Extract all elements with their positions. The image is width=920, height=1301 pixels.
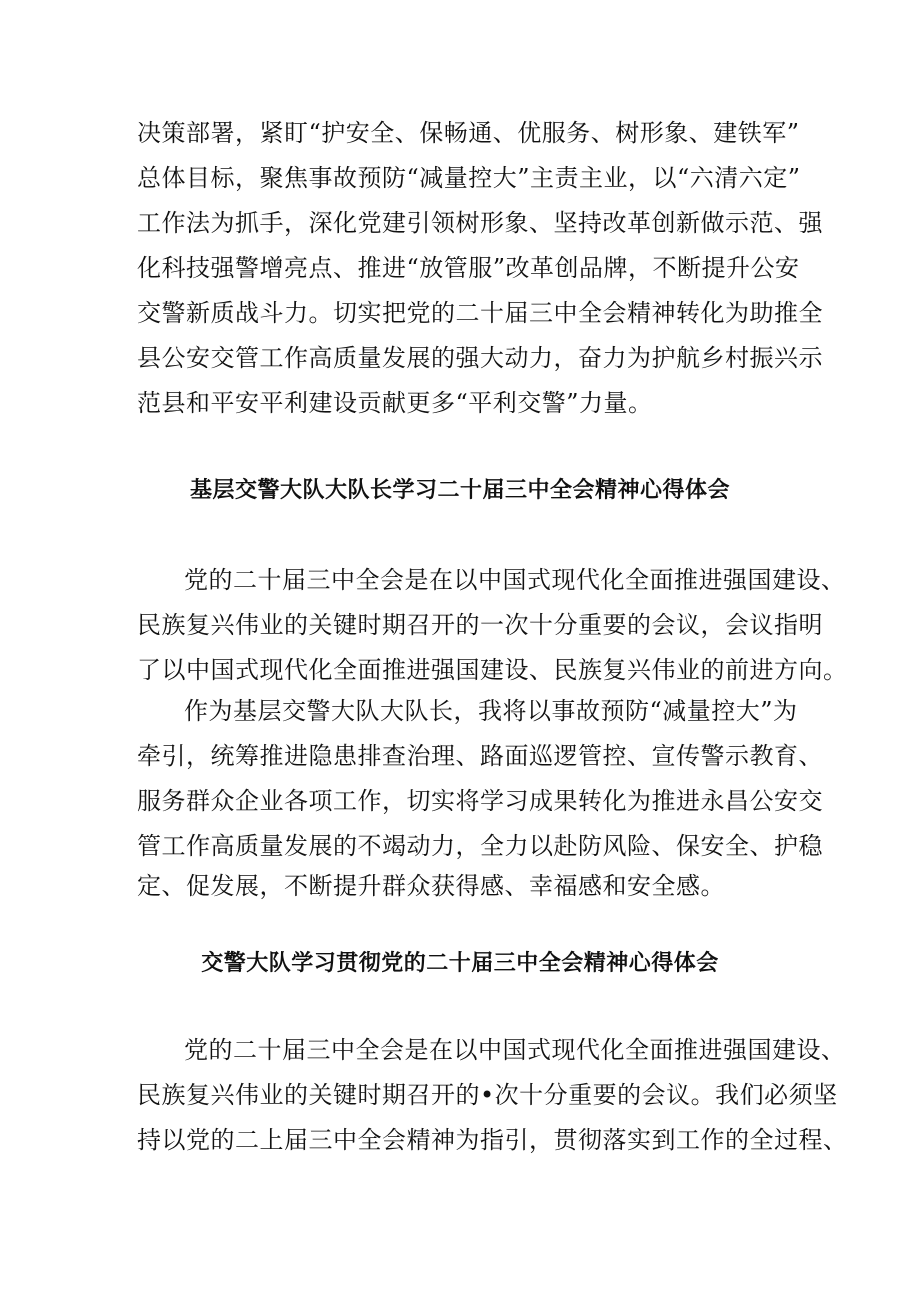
text-line: 党的二十届三中全会是在以中国式现代化全面推进强国建设、 [184, 566, 846, 594]
section-heading: 基层交警大队大队长学习二十届三中全会精神心得体会 [189, 478, 730, 503]
text-line: 工作法为抓手，深化党建引领树形象、坚持改革创新做示范、强 [137, 209, 823, 237]
text-line: 服务群众企业各项工作，切实将学习成果转化为推进永昌公安交 [137, 787, 823, 815]
text-line: 县公安交管工作高质量发展的强大动力，奋力为护航乡村振兴示 [137, 344, 823, 372]
section-heading: 交警大队学习贯彻党的二十届三中全会精神心得体会 [201, 951, 719, 976]
text-line: 民族复兴伟业的关键时期召开的一次十分重要的会议，会议指明 [137, 611, 823, 639]
text-line: 定、促发展，不断提升群众获得感、幸福感和安全感。 [137, 872, 725, 900]
text-line: 交警新质战斗力。切实把党的二十届三中全会精神转化为助推全 [137, 299, 823, 327]
text-line: 范县和平安平利建设贡献更多“平利交警”力量。 [137, 389, 653, 417]
text-line: 牵引，统筹推进隐患排查治理、路面巡逻管控、宣传警示教育、 [137, 742, 823, 770]
text-line: 党的二十届三中全会是在以中国式现代化全面推进强国建设、 [184, 1036, 846, 1064]
text-line: 决策部署，紧盯“护安全、保畅通、优服务、树形象、建铁军” [137, 119, 800, 147]
text-line: 化科技强警增亮点、推进“放管服”改革创品牌，不断提升公安 [137, 254, 800, 282]
text-line: 管工作高质量发展的不竭动力，全力以赴防风险、保安全、护稳 [137, 832, 823, 860]
text-line: 民族复兴伟业的关键时期召开的•次十分重要的会议。我们必须坚 [137, 1081, 838, 1109]
text-line: 总体目标，聚焦事故预防“减量控大”主责主业，以“六清六定” [137, 164, 801, 192]
text-line: 了以中国式现代化全面推进强国建设、民族复兴伟业的前进方向。 [137, 656, 848, 684]
text-line: 作为基层交警大队大队长，我将以事故预防“减量控大”为 [184, 697, 798, 725]
text-line: 持以党的二上届三中全会精神为指引，贯彻落实到工作的全过程、 [137, 1126, 848, 1154]
